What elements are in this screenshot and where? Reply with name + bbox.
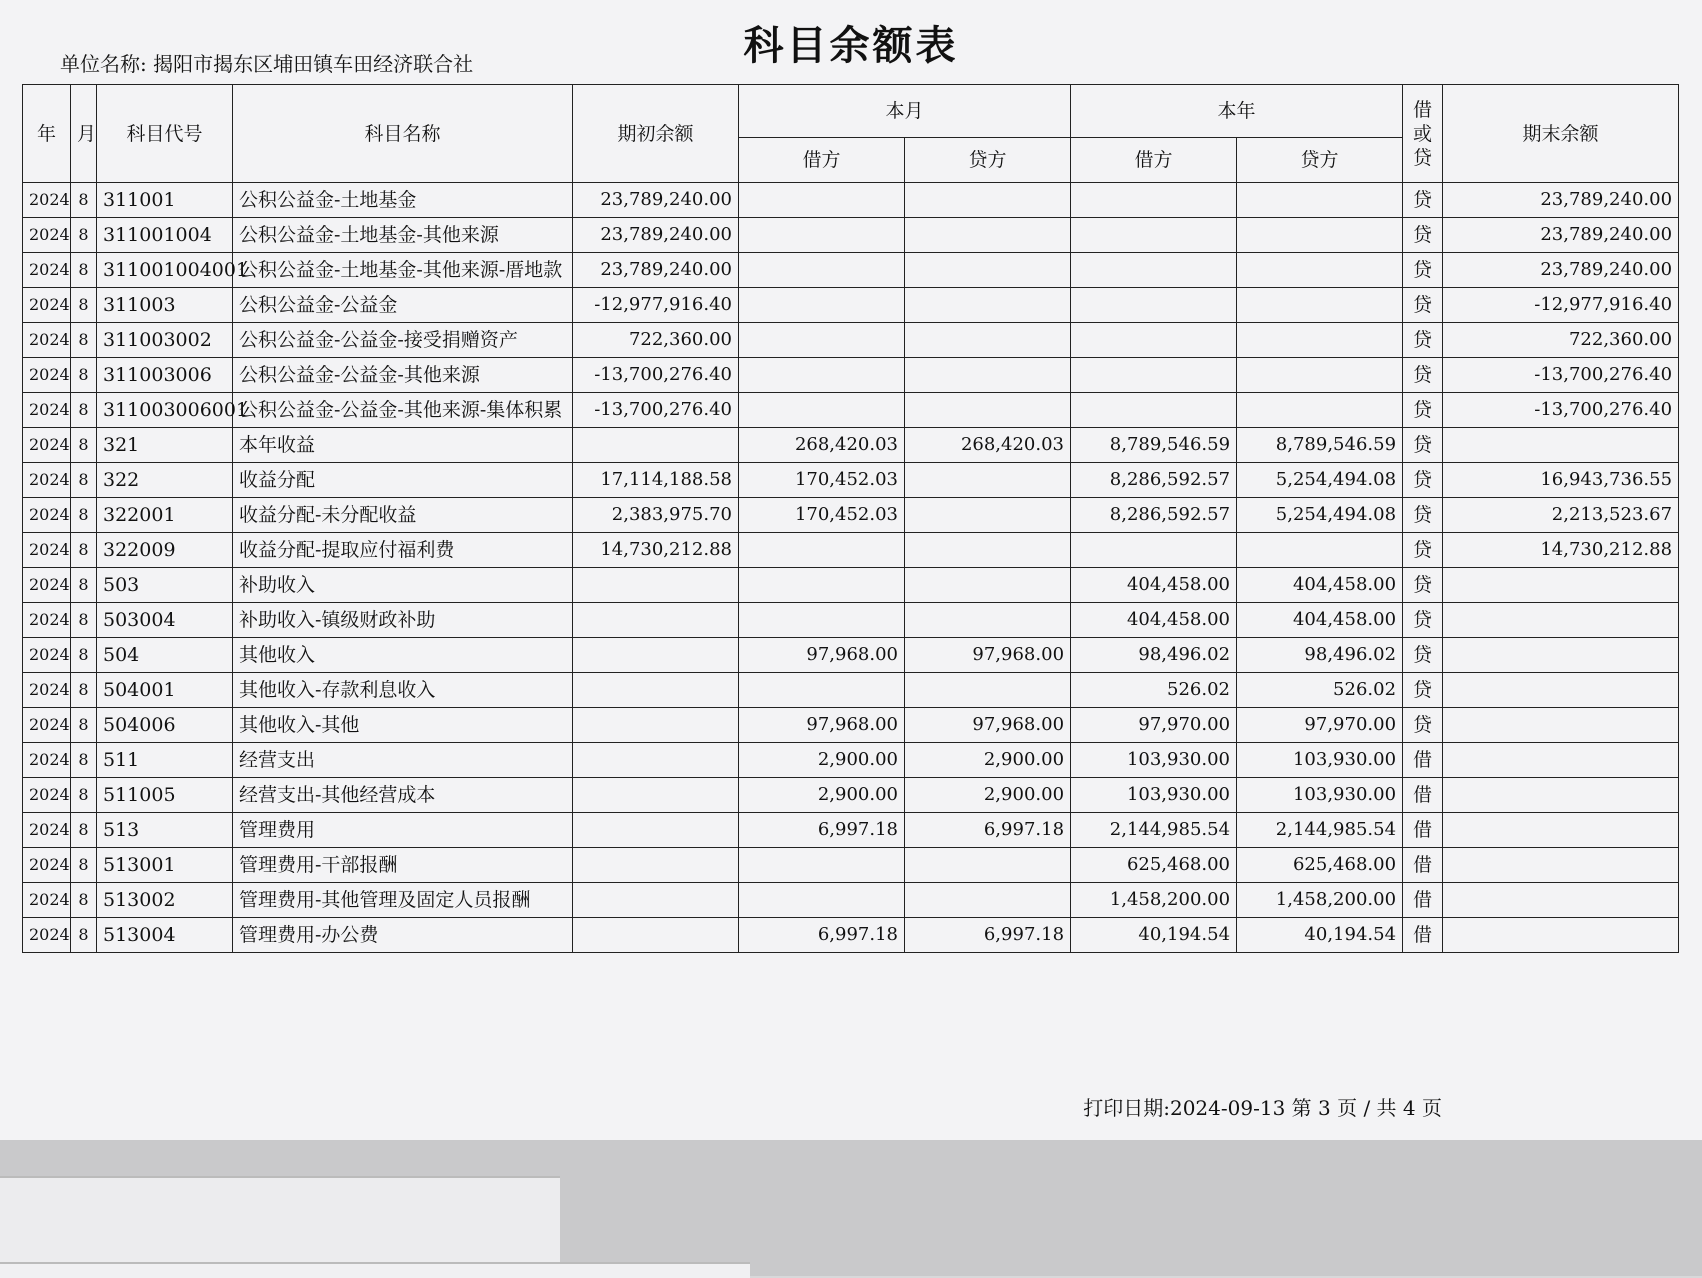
cell-year: 2024 bbox=[23, 393, 71, 428]
cell-month: 8 bbox=[71, 603, 97, 638]
cell-dc: 贷 bbox=[1403, 498, 1443, 533]
table-row bbox=[23, 638, 1679, 673]
cell-name: 公积公益金-土地基金-其他来源-厝地款 bbox=[233, 253, 573, 288]
cell-year: 2024 bbox=[23, 253, 71, 288]
cell-closing: 23,789,240.00 bbox=[1443, 253, 1679, 288]
cell-closing bbox=[1443, 883, 1679, 918]
cell-opening: 23,789,240.00 bbox=[573, 218, 739, 253]
cell-month-debit: 6,997.18 bbox=[739, 813, 905, 848]
cell-closing bbox=[1443, 708, 1679, 743]
cell-name: 公积公益金-土地基金 bbox=[233, 183, 573, 218]
cell-closing bbox=[1443, 848, 1679, 883]
cell-code: 322009 bbox=[97, 533, 233, 568]
cell-month-debit bbox=[739, 673, 905, 708]
cell-year: 2024 bbox=[23, 568, 71, 603]
cell-month: 8 bbox=[71, 708, 97, 743]
table-row bbox=[23, 428, 1679, 463]
cell-opening bbox=[573, 848, 739, 883]
cell-year-credit: 8,789,546.59 bbox=[1237, 428, 1403, 463]
cell-name: 经营支出-其他经营成本 bbox=[233, 778, 573, 813]
cell-code: 513002 bbox=[97, 883, 233, 918]
cell-month-credit bbox=[905, 358, 1071, 393]
cell-code: 321 bbox=[97, 428, 233, 463]
cell-year-credit: 103,930.00 bbox=[1237, 743, 1403, 778]
cell-opening: 2,383,975.70 bbox=[573, 498, 739, 533]
cell-dc: 贷 bbox=[1403, 533, 1443, 568]
cell-dc: 贷 bbox=[1403, 358, 1443, 393]
cell-closing bbox=[1443, 638, 1679, 673]
cell-closing bbox=[1443, 603, 1679, 638]
cell-dc: 贷 bbox=[1403, 428, 1443, 463]
cell-name: 公积公益金-公益金 bbox=[233, 288, 573, 323]
cell-name: 管理费用 bbox=[233, 813, 573, 848]
cell-opening: 23,789,240.00 bbox=[573, 253, 739, 288]
cell-month-debit: 97,968.00 bbox=[739, 638, 905, 673]
cell-month-credit bbox=[905, 673, 1071, 708]
cell-year-debit bbox=[1071, 253, 1237, 288]
cell-month-credit: 268,420.03 bbox=[905, 428, 1071, 463]
header-code: 科目代号 bbox=[97, 85, 233, 183]
cell-closing bbox=[1443, 918, 1679, 953]
cell-year-credit: 5,254,494.08 bbox=[1237, 498, 1403, 533]
table-row bbox=[23, 288, 1679, 323]
cell-month-credit: 2,900.00 bbox=[905, 778, 1071, 813]
cell-year: 2024 bbox=[23, 218, 71, 253]
cell-closing: -12,977,916.40 bbox=[1443, 288, 1679, 323]
header-month: 月 bbox=[71, 85, 97, 183]
cell-name: 公积公益金-公益金-接受捐赠资产 bbox=[233, 323, 573, 358]
header-closing: 期末余额 bbox=[1443, 85, 1679, 183]
cell-month-debit bbox=[739, 848, 905, 883]
cell-opening bbox=[573, 428, 739, 463]
cell-code: 504001 bbox=[97, 673, 233, 708]
header-year-credit: 贷方 bbox=[1237, 138, 1403, 183]
cell-dc: 贷 bbox=[1403, 218, 1443, 253]
cell-code: 311001004 bbox=[97, 218, 233, 253]
cell-year-credit: 103,930.00 bbox=[1237, 778, 1403, 813]
table-row bbox=[23, 743, 1679, 778]
cell-year: 2024 bbox=[23, 428, 71, 463]
cell-year-debit: 103,930.00 bbox=[1071, 778, 1237, 813]
table-body bbox=[23, 183, 1679, 953]
cell-month-debit: 2,900.00 bbox=[739, 743, 905, 778]
cell-opening: 17,114,188.58 bbox=[573, 463, 739, 498]
cell-dc: 借 bbox=[1403, 778, 1443, 813]
cell-year-credit bbox=[1237, 253, 1403, 288]
cell-year-debit: 40,194.54 bbox=[1071, 918, 1237, 953]
cell-year-debit: 2,144,985.54 bbox=[1071, 813, 1237, 848]
cell-closing bbox=[1443, 673, 1679, 708]
cell-dc: 借 bbox=[1403, 848, 1443, 883]
cell-opening: -13,700,276.40 bbox=[573, 358, 739, 393]
cell-month-debit bbox=[739, 603, 905, 638]
cell-year-debit: 103,930.00 bbox=[1071, 743, 1237, 778]
cell-opening bbox=[573, 918, 739, 953]
cell-year: 2024 bbox=[23, 813, 71, 848]
table-row bbox=[23, 393, 1679, 428]
cell-name: 公积公益金-公益金-其他来源 bbox=[233, 358, 573, 393]
cell-year-credit bbox=[1237, 288, 1403, 323]
cell-month-debit bbox=[739, 358, 905, 393]
cell-year-credit: 526.02 bbox=[1237, 673, 1403, 708]
table-row bbox=[23, 323, 1679, 358]
cell-closing bbox=[1443, 568, 1679, 603]
cell-year-debit bbox=[1071, 533, 1237, 568]
header-name: 科目名称 bbox=[233, 85, 573, 183]
cell-year: 2024 bbox=[23, 603, 71, 638]
cell-dc: 贷 bbox=[1403, 638, 1443, 673]
cell-month: 8 bbox=[71, 428, 97, 463]
cell-year-debit: 404,458.00 bbox=[1071, 603, 1237, 638]
cell-year: 2024 bbox=[23, 743, 71, 778]
header-year: 年 bbox=[23, 85, 71, 183]
cell-month: 8 bbox=[71, 673, 97, 708]
cell-dc: 贷 bbox=[1403, 323, 1443, 358]
cell-month-debit: 2,900.00 bbox=[739, 778, 905, 813]
cell-opening bbox=[573, 568, 739, 603]
header-dc: 借或贷 bbox=[1403, 85, 1443, 183]
cell-year-credit: 404,458.00 bbox=[1237, 603, 1403, 638]
cell-name: 其他收入-存款利息收入 bbox=[233, 673, 573, 708]
cell-year-debit: 8,286,592.57 bbox=[1071, 463, 1237, 498]
cell-year-credit: 40,194.54 bbox=[1237, 918, 1403, 953]
cell-month-debit bbox=[739, 218, 905, 253]
cell-month-debit bbox=[739, 393, 905, 428]
cell-year: 2024 bbox=[23, 463, 71, 498]
cell-year-debit: 8,286,592.57 bbox=[1071, 498, 1237, 533]
table-row bbox=[23, 498, 1679, 533]
cell-opening bbox=[573, 638, 739, 673]
cell-code: 503004 bbox=[97, 603, 233, 638]
cell-name: 管理费用-干部报酬 bbox=[233, 848, 573, 883]
cell-month-credit bbox=[905, 498, 1071, 533]
cell-year-credit bbox=[1237, 183, 1403, 218]
header-year-debit: 借方 bbox=[1071, 138, 1237, 183]
cell-closing bbox=[1443, 813, 1679, 848]
cell-dc: 贷 bbox=[1403, 603, 1443, 638]
cell-month-credit bbox=[905, 288, 1071, 323]
cell-year-debit bbox=[1071, 323, 1237, 358]
cell-year-credit bbox=[1237, 533, 1403, 568]
table-row bbox=[23, 533, 1679, 568]
cell-month-debit bbox=[739, 183, 905, 218]
cell-month: 8 bbox=[71, 743, 97, 778]
cell-year: 2024 bbox=[23, 498, 71, 533]
cell-year: 2024 bbox=[23, 673, 71, 708]
cell-closing bbox=[1443, 428, 1679, 463]
cell-year: 2024 bbox=[23, 358, 71, 393]
cell-month: 8 bbox=[71, 463, 97, 498]
cell-year-credit: 625,468.00 bbox=[1237, 848, 1403, 883]
cell-name: 收益分配 bbox=[233, 463, 573, 498]
cell-opening bbox=[573, 708, 739, 743]
cell-month-credit: 97,968.00 bbox=[905, 638, 1071, 673]
cell-year-credit: 2,144,985.54 bbox=[1237, 813, 1403, 848]
cell-year-debit: 97,970.00 bbox=[1071, 708, 1237, 743]
cell-code: 513 bbox=[97, 813, 233, 848]
cell-month-debit bbox=[739, 288, 905, 323]
cell-month: 8 bbox=[71, 288, 97, 323]
cell-opening bbox=[573, 603, 739, 638]
cell-month: 8 bbox=[71, 183, 97, 218]
table-row bbox=[23, 218, 1679, 253]
cell-name: 其他收入 bbox=[233, 638, 573, 673]
cell-year-debit bbox=[1071, 358, 1237, 393]
print-footer: 打印日期:2024-09-13 第 3 页 / 共 4 页 bbox=[1083, 1096, 1442, 1120]
cell-name: 公积公益金-公益金-其他来源-集体积累 bbox=[233, 393, 573, 428]
cell-name: 经营支出 bbox=[233, 743, 573, 778]
table-row bbox=[23, 673, 1679, 708]
cell-year-debit bbox=[1071, 288, 1237, 323]
cell-month-debit: 97,968.00 bbox=[739, 708, 905, 743]
cell-month: 8 bbox=[71, 568, 97, 603]
header-opening: 期初余额 bbox=[573, 85, 739, 183]
cell-opening: 23,789,240.00 bbox=[573, 183, 739, 218]
cell-opening: 722,360.00 bbox=[573, 323, 739, 358]
cell-code: 311003 bbox=[97, 288, 233, 323]
cell-month: 8 bbox=[71, 253, 97, 288]
cell-dc: 借 bbox=[1403, 743, 1443, 778]
cell-year: 2024 bbox=[23, 183, 71, 218]
cell-month: 8 bbox=[71, 533, 97, 568]
cell-name: 其他收入-其他 bbox=[233, 708, 573, 743]
cell-month-credit bbox=[905, 323, 1071, 358]
cell-month-debit: 170,452.03 bbox=[739, 498, 905, 533]
cell-month: 8 bbox=[71, 848, 97, 883]
cell-month-debit: 6,997.18 bbox=[739, 918, 905, 953]
table-row bbox=[23, 883, 1679, 918]
cell-year-debit bbox=[1071, 183, 1237, 218]
cell-month-debit bbox=[739, 533, 905, 568]
cell-month-credit bbox=[905, 393, 1071, 428]
cell-month: 8 bbox=[71, 778, 97, 813]
cell-year-credit: 404,458.00 bbox=[1237, 568, 1403, 603]
cell-year: 2024 bbox=[23, 638, 71, 673]
cell-opening bbox=[573, 778, 739, 813]
cell-month-debit: 170,452.03 bbox=[739, 463, 905, 498]
table-row bbox=[23, 183, 1679, 218]
cell-dc: 借 bbox=[1403, 813, 1443, 848]
cell-month: 8 bbox=[71, 358, 97, 393]
stacked-page bbox=[0, 1262, 750, 1278]
table-row bbox=[23, 708, 1679, 743]
table-row bbox=[23, 463, 1679, 498]
cell-month-credit bbox=[905, 568, 1071, 603]
cell-closing: 722,360.00 bbox=[1443, 323, 1679, 358]
cell-dc: 贷 bbox=[1403, 673, 1443, 708]
header-month-credit: 贷方 bbox=[905, 138, 1071, 183]
cell-month-credit bbox=[905, 253, 1071, 288]
cell-year: 2024 bbox=[23, 778, 71, 813]
table-row bbox=[23, 813, 1679, 848]
cell-code: 322 bbox=[97, 463, 233, 498]
cell-code: 311001 bbox=[97, 183, 233, 218]
cell-closing: 23,789,240.00 bbox=[1443, 183, 1679, 218]
cell-year: 2024 bbox=[23, 708, 71, 743]
cell-dc: 贷 bbox=[1403, 708, 1443, 743]
cell-year-debit: 625,468.00 bbox=[1071, 848, 1237, 883]
cell-month-credit bbox=[905, 848, 1071, 883]
table-row bbox=[23, 848, 1679, 883]
cell-opening bbox=[573, 673, 739, 708]
cell-year: 2024 bbox=[23, 533, 71, 568]
cell-code: 311003006 bbox=[97, 358, 233, 393]
cell-dc: 贷 bbox=[1403, 288, 1443, 323]
cell-month: 8 bbox=[71, 498, 97, 533]
header-this-month: 本月 bbox=[739, 85, 1071, 138]
cell-name: 收益分配-未分配收益 bbox=[233, 498, 573, 533]
cell-opening: -13,700,276.40 bbox=[573, 393, 739, 428]
cell-dc: 贷 bbox=[1403, 463, 1443, 498]
cell-dc: 借 bbox=[1403, 883, 1443, 918]
cell-month-debit bbox=[739, 568, 905, 603]
cell-year-debit bbox=[1071, 218, 1237, 253]
cell-month-debit bbox=[739, 883, 905, 918]
table-row bbox=[23, 568, 1679, 603]
cell-code: 311003006001 bbox=[97, 393, 233, 428]
table-row bbox=[23, 918, 1679, 953]
cell-year-debit: 8,789,546.59 bbox=[1071, 428, 1237, 463]
cell-month-credit bbox=[905, 603, 1071, 638]
cell-code: 504006 bbox=[97, 708, 233, 743]
cell-year-credit bbox=[1237, 358, 1403, 393]
cell-month: 8 bbox=[71, 883, 97, 918]
table-row bbox=[23, 253, 1679, 288]
table-row bbox=[23, 358, 1679, 393]
cell-year-credit bbox=[1237, 393, 1403, 428]
cell-closing: 14,730,212.88 bbox=[1443, 533, 1679, 568]
cell-code: 503 bbox=[97, 568, 233, 603]
cell-opening bbox=[573, 883, 739, 918]
table-row bbox=[23, 778, 1679, 813]
cell-month-credit: 2,900.00 bbox=[905, 743, 1071, 778]
cell-year: 2024 bbox=[23, 323, 71, 358]
cell-name: 管理费用-办公费 bbox=[233, 918, 573, 953]
cell-month-debit: 268,420.03 bbox=[739, 428, 905, 463]
cell-year: 2024 bbox=[23, 288, 71, 323]
cell-dc: 借 bbox=[1403, 918, 1443, 953]
cell-name: 公积公益金-土地基金-其他来源 bbox=[233, 218, 573, 253]
cell-opening bbox=[573, 743, 739, 778]
cell-month: 8 bbox=[71, 813, 97, 848]
cell-year-debit: 404,458.00 bbox=[1071, 568, 1237, 603]
cell-closing bbox=[1443, 778, 1679, 813]
cell-year-credit bbox=[1237, 323, 1403, 358]
cell-month: 8 bbox=[71, 323, 97, 358]
cell-code: 322001 bbox=[97, 498, 233, 533]
cell-opening: 14,730,212.88 bbox=[573, 533, 739, 568]
cell-dc: 贷 bbox=[1403, 183, 1443, 218]
cell-month-debit bbox=[739, 323, 905, 358]
cell-month-credit bbox=[905, 533, 1071, 568]
cell-dc: 贷 bbox=[1403, 393, 1443, 428]
cell-year-credit: 1,458,200.00 bbox=[1237, 883, 1403, 918]
cell-closing: 2,213,523.67 bbox=[1443, 498, 1679, 533]
cell-opening bbox=[573, 813, 739, 848]
cell-dc: 贷 bbox=[1403, 253, 1443, 288]
cell-code: 311003002 bbox=[97, 323, 233, 358]
header-this-year: 本年 bbox=[1071, 85, 1403, 138]
cell-year: 2024 bbox=[23, 848, 71, 883]
cell-name: 收益分配-提取应付福利费 bbox=[233, 533, 573, 568]
cell-month: 8 bbox=[71, 218, 97, 253]
cell-code: 513004 bbox=[97, 918, 233, 953]
cell-closing: 16,943,736.55 bbox=[1443, 463, 1679, 498]
cell-year-credit: 97,970.00 bbox=[1237, 708, 1403, 743]
cell-name: 补助收入-镇级财政补助 bbox=[233, 603, 573, 638]
cell-name: 补助收入 bbox=[233, 568, 573, 603]
cell-code: 504 bbox=[97, 638, 233, 673]
cell-year-debit: 98,496.02 bbox=[1071, 638, 1237, 673]
cell-year-credit: 98,496.02 bbox=[1237, 638, 1403, 673]
cell-month-credit bbox=[905, 183, 1071, 218]
cell-dc: 贷 bbox=[1403, 568, 1443, 603]
cell-month: 8 bbox=[71, 393, 97, 428]
balance-table bbox=[22, 84, 1679, 953]
cell-year-debit: 1,458,200.00 bbox=[1071, 883, 1237, 918]
cell-opening: -12,977,916.40 bbox=[573, 288, 739, 323]
cell-code: 511 bbox=[97, 743, 233, 778]
cell-year-credit: 5,254,494.08 bbox=[1237, 463, 1403, 498]
cell-year-debit bbox=[1071, 393, 1237, 428]
cell-name: 本年收益 bbox=[233, 428, 573, 463]
cell-month-credit: 97,968.00 bbox=[905, 708, 1071, 743]
cell-month: 8 bbox=[71, 638, 97, 673]
cell-year-debit: 526.02 bbox=[1071, 673, 1237, 708]
cell-year: 2024 bbox=[23, 918, 71, 953]
header-month-debit: 借方 bbox=[739, 138, 905, 183]
cell-code: 513001 bbox=[97, 848, 233, 883]
cell-code: 311001004001 bbox=[97, 253, 233, 288]
cell-year-credit bbox=[1237, 218, 1403, 253]
report-title: 科目余额表 bbox=[743, 22, 959, 69]
cell-closing: 23,789,240.00 bbox=[1443, 218, 1679, 253]
unit-name: 单位名称: 揭阳市揭东区埔田镇车田经济联合社 bbox=[60, 52, 474, 76]
cell-year: 2024 bbox=[23, 883, 71, 918]
cell-month-credit: 6,997.18 bbox=[905, 813, 1071, 848]
cell-closing bbox=[1443, 743, 1679, 778]
table-row bbox=[23, 603, 1679, 638]
cell-closing: -13,700,276.40 bbox=[1443, 358, 1679, 393]
cell-month-credit bbox=[905, 883, 1071, 918]
cell-month: 8 bbox=[71, 918, 97, 953]
cell-month-credit bbox=[905, 463, 1071, 498]
cell-closing: -13,700,276.40 bbox=[1443, 393, 1679, 428]
cell-name: 管理费用-其他管理及固定人员报酬 bbox=[233, 883, 573, 918]
cell-code: 511005 bbox=[97, 778, 233, 813]
cell-month-credit bbox=[905, 218, 1071, 253]
cell-month-debit bbox=[739, 253, 905, 288]
cell-month-credit: 6,997.18 bbox=[905, 918, 1071, 953]
